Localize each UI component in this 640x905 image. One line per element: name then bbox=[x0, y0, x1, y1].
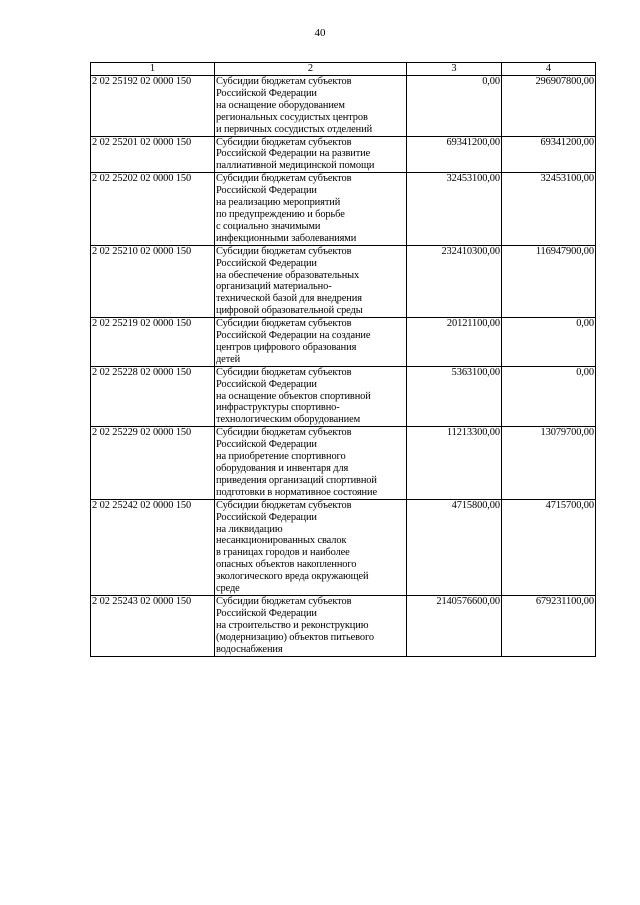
budget-code: 2 02 25201 02 0000 150 bbox=[91, 136, 215, 173]
amount-column-4: 0,00 bbox=[502, 366, 596, 427]
column-header-3: 3 bbox=[407, 63, 502, 76]
amount-column-3: 232410300,00 bbox=[407, 245, 502, 317]
table-row bbox=[91, 595, 596, 656]
amount-column-3: 69341200,00 bbox=[407, 136, 502, 173]
subsidy-description: Субсидии бюджетам субъектов Российской Федерации на приобретение спортивного оборудования и инвентаря для приведения организаций спортивной подготовки в нормативное состояние bbox=[215, 427, 407, 499]
budget-code: 2 02 25210 02 0000 150 bbox=[91, 245, 215, 317]
table-row bbox=[91, 245, 596, 317]
amount-column-3: 11213300,00 bbox=[407, 427, 502, 499]
amount-column-4: 13079700,00 bbox=[502, 427, 596, 499]
table-row bbox=[91, 366, 596, 427]
column-header-4: 4 bbox=[502, 63, 596, 76]
page-number: 40 bbox=[314, 27, 326, 39]
table-row bbox=[91, 427, 596, 499]
subsidy-description: Субсидии бюджетам субъектов Российской Федерации на оснащение оборудованием региональных сосудистых центров и первичных сосудистых отделений bbox=[215, 76, 407, 137]
subsidy-description: Субсидии бюджетам субъектов Российской Федерации на обеспечение образовательных организаций материально- технической базой для внедрения цифровой образовательной среды bbox=[215, 245, 407, 317]
amount-column-4: 4715700,00 bbox=[502, 499, 596, 595]
budget-code: 2 02 25228 02 0000 150 bbox=[91, 366, 215, 427]
amount-column-3: 20121100,00 bbox=[407, 318, 502, 367]
budget-code: 2 02 25202 02 0000 150 bbox=[91, 173, 215, 245]
table-header bbox=[91, 63, 596, 76]
budget-code: 2 02 25242 02 0000 150 bbox=[91, 499, 215, 595]
table-body bbox=[91, 76, 596, 657]
subsidy-description: Субсидии бюджетам субъектов Российской Федерации на создание центров цифрового образования детей bbox=[215, 318, 407, 367]
subsidy-description: Субсидии бюджетам субъектов Российской Федерации на оснащение объектов спортивной инфраструктуры спортивно- технологическим оборудованием bbox=[215, 366, 407, 427]
amount-column-4: 116947900,00 bbox=[502, 245, 596, 317]
column-header-2: 2 bbox=[215, 63, 407, 76]
budget-table bbox=[90, 62, 596, 657]
subsidy-description: Субсидии бюджетам субъектов Российской Федерации на реализацию мероприятий по предупреждению и борьбе с социально значимыми инфекционными заболеваниями bbox=[215, 173, 407, 245]
column-header-1: 1 bbox=[91, 63, 215, 76]
amount-column-3: 0,00 bbox=[407, 76, 502, 137]
header-row bbox=[91, 63, 596, 76]
amount-column-3: 4715800,00 bbox=[407, 499, 502, 595]
budget-code: 2 02 25243 02 0000 150 bbox=[91, 595, 215, 656]
budget-code: 2 02 25192 02 0000 150 bbox=[91, 76, 215, 137]
table-row bbox=[91, 499, 596, 595]
subsidy-description: Субсидии бюджетам субъектов Российской Федерации на строительство и реконструкцию (модернизацию) объектов питьевого водоснабжения bbox=[215, 595, 407, 656]
subsidy-description: Субсидии бюджетам субъектов Российской Федерации на развитие паллиативной медицинской помощи bbox=[215, 136, 407, 173]
subsidy-description: Субсидии бюджетам субъектов Российской Федерации на ликвидацию несанкционированных свалок в границах городов и наиболее опасных объектов накопленного экологического вреда окружающей среде bbox=[215, 499, 407, 595]
budget-code: 2 02 25229 02 0000 150 bbox=[91, 427, 215, 499]
amount-column-3: 5363100,00 bbox=[407, 366, 502, 427]
table-row bbox=[91, 318, 596, 367]
amount-column-4: 679231100,00 bbox=[502, 595, 596, 656]
amount-column-4: 0,00 bbox=[502, 318, 596, 367]
amount-column-4: 69341200,00 bbox=[502, 136, 596, 173]
amount-column-4: 296907800,00 bbox=[502, 76, 596, 137]
table-row bbox=[91, 76, 596, 137]
table-row bbox=[91, 173, 596, 245]
budget-code: 2 02 25219 02 0000 150 bbox=[91, 318, 215, 367]
amount-column-4: 32453100,00 bbox=[502, 173, 596, 245]
amount-column-3: 32453100,00 bbox=[407, 173, 502, 245]
table-row bbox=[91, 136, 596, 173]
amount-column-3: 2140576600,00 bbox=[407, 595, 502, 656]
